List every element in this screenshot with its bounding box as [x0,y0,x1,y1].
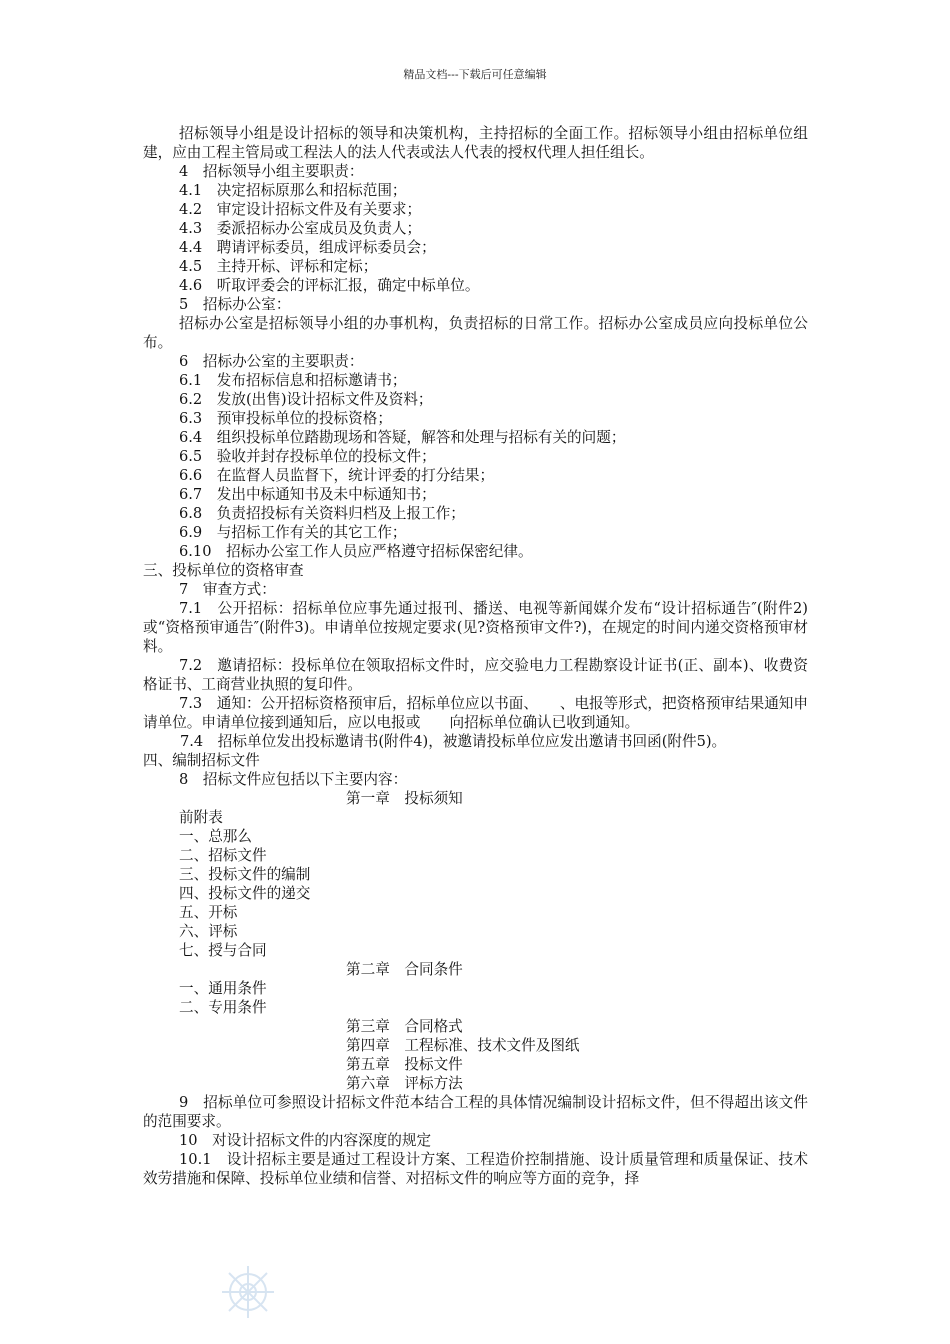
text-line: 6.4 组织投标单位踏勘现场和答疑，解答和处理与招标有关的问题； [179,429,626,446]
paragraph: 9 招标单位可参照设计招标文件范本结合工程的具体情况编制设计招标文件，但不得超出该文件的范围要求。 [143,1094,808,1130]
text-line: 6 招标办公室的主要职责： [179,353,364,370]
text-line: 6.1 发布招标信息和招标邀请书； [179,372,407,389]
text-line: 二、专用条件 [179,999,267,1016]
text-line: 七、授与合同 [179,942,267,959]
text-line: 4.4 聘请评标委员，组成评标委员会； [179,239,436,256]
paragraph: 10.1 设计招标主要是通过工程设计方案、工程造价控制措施、设计质量管理和质量保证、技术效劳措施和保障、投标单位业绩和信誉、对招标文件的响应等方面的竞争，择 [143,1151,808,1187]
text-line: 四、编制招标文件 [143,752,260,769]
text-line: 5 招标办公室： [179,296,291,313]
text-line: 6.7 发出中标通知书及未中标通知书； [179,486,436,503]
text-line: 4 招标领导小组主要职责： [179,163,364,180]
document-body [143,124,808,1188]
text-line: 6.9 与招标工作有关的其它工作； [179,524,407,541]
text-line: 三、投标文件的编制 [179,866,311,883]
text-line: 6.5 验收并封存投标单位的投标文件； [179,448,436,465]
text-line: 一、总那么 [179,828,252,845]
paragraph: 招标领导小组是设计招标的领导和决策机构，主持招标的全面工作。招标领导小组由招标单位组建，应由工程主管局或工程法人的法人代表或法人代表的授权代理人担任组长。 [143,125,808,161]
text-line: 二、招标文件 [179,847,267,864]
paragraph: 7.4 招标单位发出投标邀请书(附件4)，被邀请投标单位应发出邀请书回函(附件5)。 [180,733,727,750]
paragraph: 招标办公室是招标领导小组的办事机构，负责招标的日常工作。招标办公室成员应向投标单位公布。 [143,315,808,351]
paragraph: 7.2 邀请招标：投标单位在领取招标文件时，应交验电力工程勘察设计证书(正、副本)、收费资格证书、工商营业执照的复印件。 [143,657,808,693]
snowflake-watermark-icon [218,1262,278,1322]
text-line: 6.10 招标办公室工作人员应严格遵守招标保密纪律。 [179,543,533,560]
paragraph: 7.1 公开招标：招标单位应事先通过报刊、播送、电视等新闻媒介发布“设计招标通告″(附件2)或“资格预审通告″(附件3)。申请单位按规定要求(见?资格预审文件?)，在规定的时间内递交资格预审材料。 [143,600,808,655]
text-line: 7 审查方式： [179,581,276,598]
text-line: 8 招标文件应包括以下主要内容： [179,771,408,788]
text-line: 六、评标 [179,923,238,940]
text-line: 五、开标 [179,904,238,921]
text-line: 第五章 投标文件 [346,1056,463,1073]
text-line: 第一章 投标须知 [346,790,463,807]
text-line: 6.2 发放(出售)设计招标文件及资料； [179,391,433,408]
text-line: 4.3 委派招标办公室成员及负责人； [179,220,422,237]
text-line: 第六章 评标方法 [346,1075,463,1092]
text-line: 第三章 合同格式 [346,1018,463,1035]
text-line: 4.2 审定设计招标文件及有关要求； [179,201,422,218]
page-header: 精品文档---下载后可任意编辑 [403,68,547,81]
text-line: 四、投标文件的递交 [179,885,311,902]
text-line: 前附表 [179,809,223,826]
text-line: 一、通用条件 [179,980,267,997]
text-line: 第二章 合同条件 [346,961,463,978]
text-line: 6.3 预审投标单位的投标资格； [179,410,392,427]
text-line: 第四章 工程标准、技术文件及图纸 [346,1037,580,1054]
text-line: 6.6 在监督人员监督下，统计评委的打分结果； [179,467,495,484]
text-line: 4.5 主持开标、评标和定标； [179,258,378,275]
text-line: 6.8 负责招投标有关资料归档及上报工作； [179,505,465,522]
text-line: 10 对设计招标文件的内容深度的规定 [179,1132,432,1149]
text-line: 三、投标单位的资格审查 [143,562,304,579]
text-line: 4.1 决定招标原那么和招标范围； [179,182,407,199]
text-line: 4.6 听取评委会的评标汇报，确定中标单位。 [179,277,480,294]
paragraph: 7.3 通知：公开招标资格预审后，招标单位应以书面、 、电报等形式，把资格预审结果通知申请单位。申请单位接到通知后，应以电报或 向招标单位确认已收到通知。 [143,695,808,731]
